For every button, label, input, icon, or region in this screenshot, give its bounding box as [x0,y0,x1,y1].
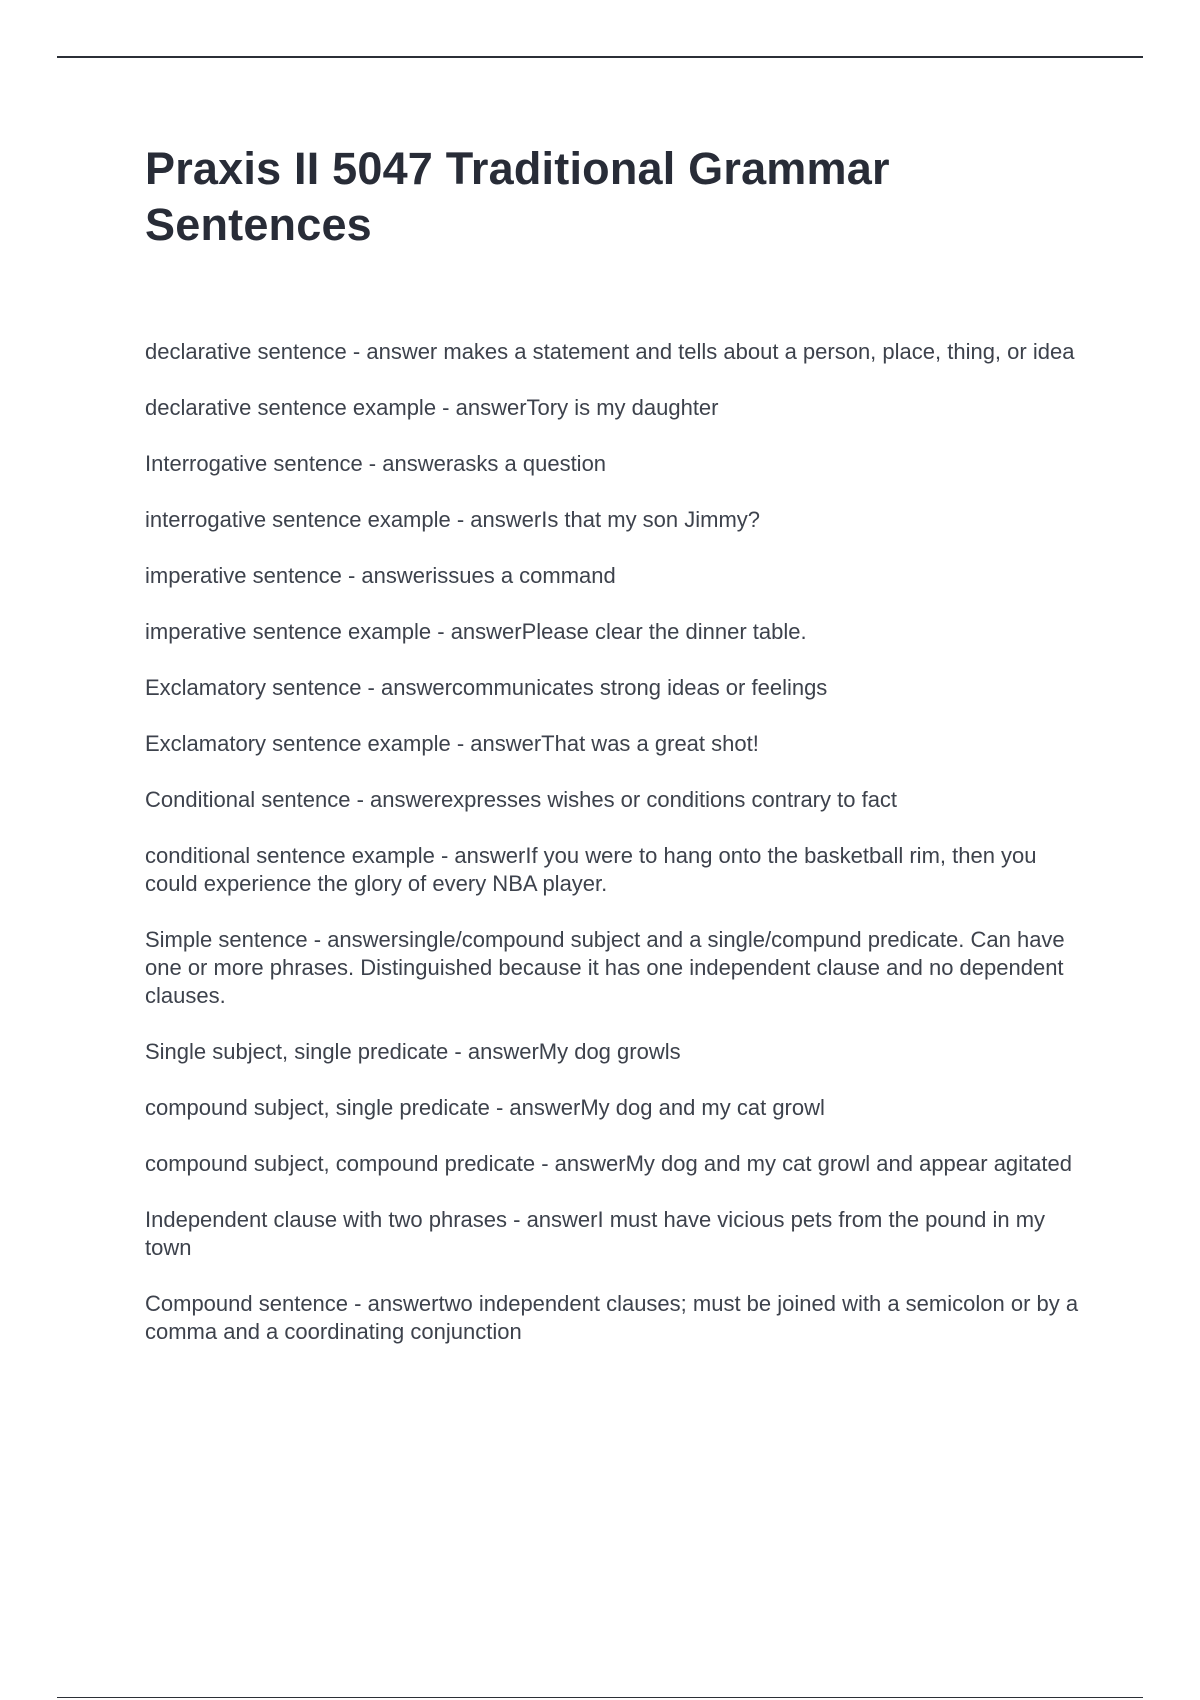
entry: declarative sentence example - answerTory is my daughter [145,395,719,420]
bottom-rule [57,1697,1143,1698]
entry: imperative sentence - answerissues a command [145,563,616,588]
entry: Exclamatory sentence example - answerThat was a great shot! [145,731,759,756]
entry: Simple sentence - answersingle/compound subject and a single/compund predicate. Can have one or more phrases. Distinguished because it has one independent clause and no dependent clauses. [145,927,1065,1008]
entry: imperative sentence example - answerPlease clear the dinner table. [145,619,807,644]
entry: compound subject, single predicate - answerMy dog and my cat growl [145,1095,825,1120]
entry-list [145,338,1095,1346]
document-title: Praxis II 5047 Traditional Grammar Sentences [145,143,890,250]
top-rule [57,56,1143,58]
document-body [145,141,1095,1374]
entry: Independent clause with two phrases - answerI must have vicious pets from the pound in my town [145,1207,1046,1260]
entry: conditional sentence example - answerIf you were to hang onto the basketball rim, then you could experience the glory of every NBA player. [145,843,1037,896]
entry: Single subject, single predicate - answerMy dog growls [145,1039,681,1064]
entry: Exclamatory sentence - answercommunicates strong ideas or feelings [145,675,828,700]
entry: compound subject, compound predicate - answerMy dog and my cat growl and appear agitated [145,1151,1072,1176]
entry: Interrogative sentence - answerasks a question [145,451,607,476]
entry: declarative sentence - answer makes a statement and tells about a person, place, thing, or idea [145,339,1075,364]
entry: interrogative sentence example - answerIs that my son Jimmy? [145,507,761,532]
entry: Compound sentence - answertwo independent clauses; must be joined with a semicolon or by a comma and a coordinating conjunction [145,1291,1079,1344]
entry: Conditional sentence - answerexpresses wishes or conditions contrary to fact [145,787,898,812]
